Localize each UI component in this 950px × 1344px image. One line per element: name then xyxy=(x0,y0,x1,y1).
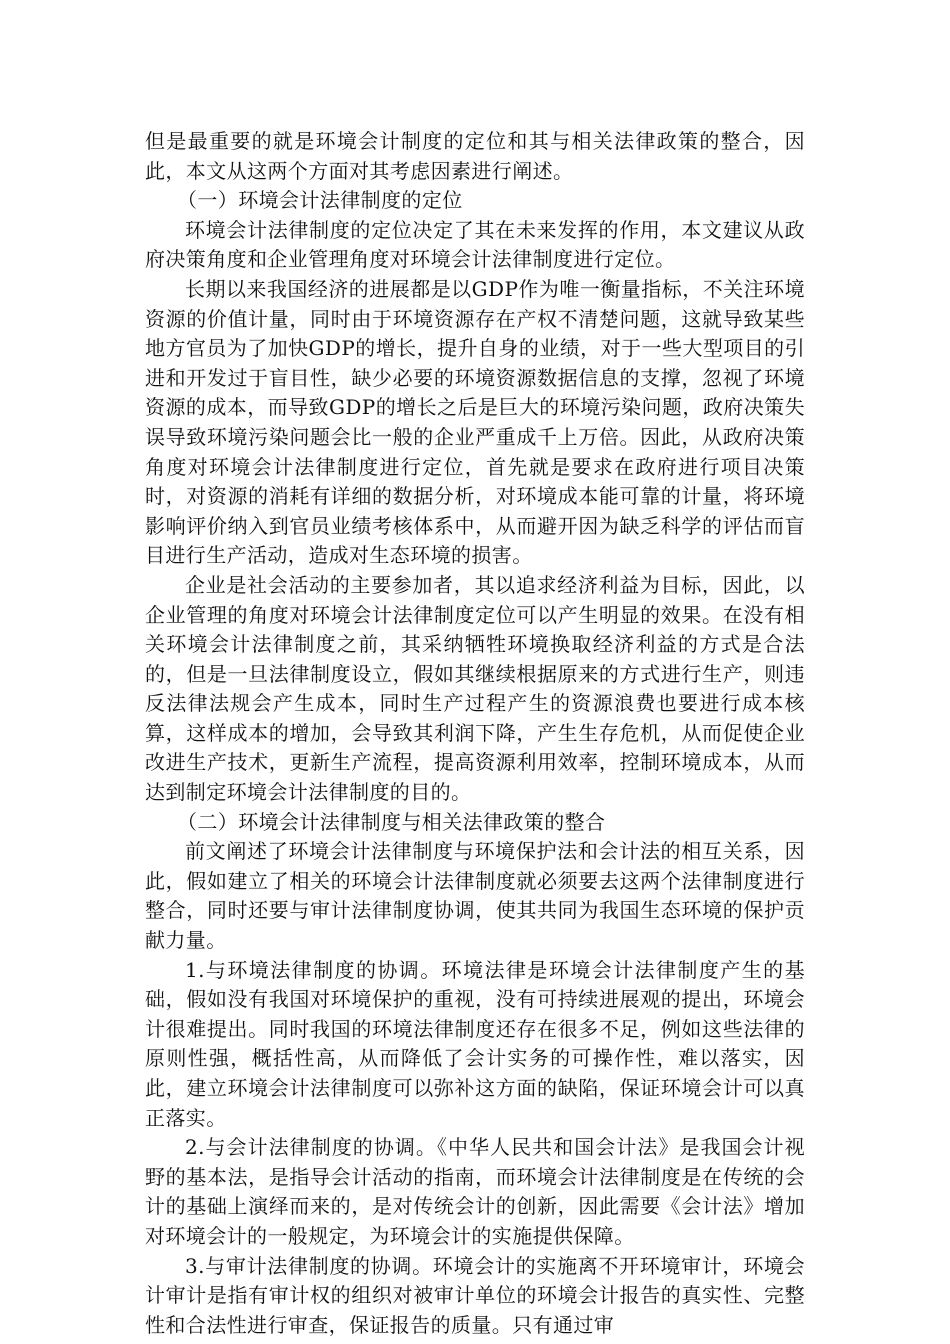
section-heading-1: （一）环境会计法律制度的定位 xyxy=(177,188,463,213)
paragraph-continuation: 但是最重要的就是环境会计制度的定位和其与相关法律政策的整合，因此，本文从这两个方面对其考虑因素进行阐述。 xyxy=(145,129,805,183)
paragraph: 长期以来我国经济的进展都是以GDP作为唯一衡量指标，不关注环境资源的价值计量，同时由于环境资源存在产权不清楚问题，这就导致某些地方官员为了加快GDP的增长，提升自身的业绩，对于一些大型项目的引进和开发过于盲目性，缺少必要的环境资源数据信息的支撑，忽视了环境资源的成本，而导致GDP的增长之后是巨大的环境污染问题，政府决策失误导致环境污染问题会比一般的企业严重成千上万倍。因此，从政府决策角度对环境会计法律制度进行定位，首先就是要求在政府进行项目决策时，对资源的消耗有详细的数据分析，对环境成本能可靠的计量，将环境影响评价纳入到官员业绩考核体系中，从而避开因为缺乏科学的评估而盲目进行生产活动，造成对生态环境的损害。 xyxy=(145,276,805,568)
body-text xyxy=(145,127,805,1340)
paragraph: 前文阐述了环境会计法律制度与环境保护法和会计法的相互关系，因此，假如建立了相关的环境会计法律制度就必须要去这两个法律制度进行整合，同时还要与审计法律制度协调，使其共同为我国生态环境的保护贡献力量。 xyxy=(145,839,805,953)
paragraph: 1.与环境法律制度的协调。环境法律是环境会计法律制度产生的基础，假如没有我国对环境保护的重视，没有可持续进展观的提出，环境会计很难提出。同时我国的环境法律制度还存在很多不足，例如这些法律的原则性强，概括性高，从而降低了会计实务的可操作性，难以落实，因此，建立环境会计法律制度可以弥补这方面的缺陷，保证环境会计可以真正落实。 xyxy=(145,957,805,1130)
paragraph: 3.与审计法律制度的协调。环境会计的实施离不开环境审计，环境会计审计是指有审计权的组织对被审计单位的环境会计报告的真实性、完整性和合法性进行审查，保证报告的质量。只有通过审 xyxy=(145,1253,805,1337)
paragraph: 2.与会计法律制度的协调。《中华人民共和国会计法》是我国会计视野的基本法，是指导会计活动的指南，而环境会计法律制度是在传统的会计的基础上演绎而来的，是对传统会计的创新，因此需要《会计法》增加对环境会计的一般规定，为环境会计的实施提供保障。 xyxy=(145,1135,805,1248)
paragraph: 企业是社会活动的主要参加者，其以追求经济利益为目标，因此，以企业管理的角度对环境会计法律制度定位可以产生明显的效果。在没有相关环境会计法律制度之前，其采纳牺牲环境换取经济利益的方式是合法的，但是一旦法律制度设立，假如其继续根据原来的方式进行生产，则违反法律法规会产生成本，同时生产过程产生的资源浪费也要进行成本核算，这样成本的增加，会导致其利润下降，产生生存危机，从而促使企业改进生产技术，更新生产流程，提高资源利用效率，控制环境成本，从而达到制定环境会计法律制度的目的。 xyxy=(145,572,805,805)
paragraph: 环境会计法律制度的定位决定了其在未来发挥的作用，本文建议从政府决策角度和企业管理角度对环境会计法律制度进行定位。 xyxy=(145,217,805,272)
section-heading-2: （二）环境会计法律制度与相关法律政策的整合 xyxy=(177,809,606,834)
